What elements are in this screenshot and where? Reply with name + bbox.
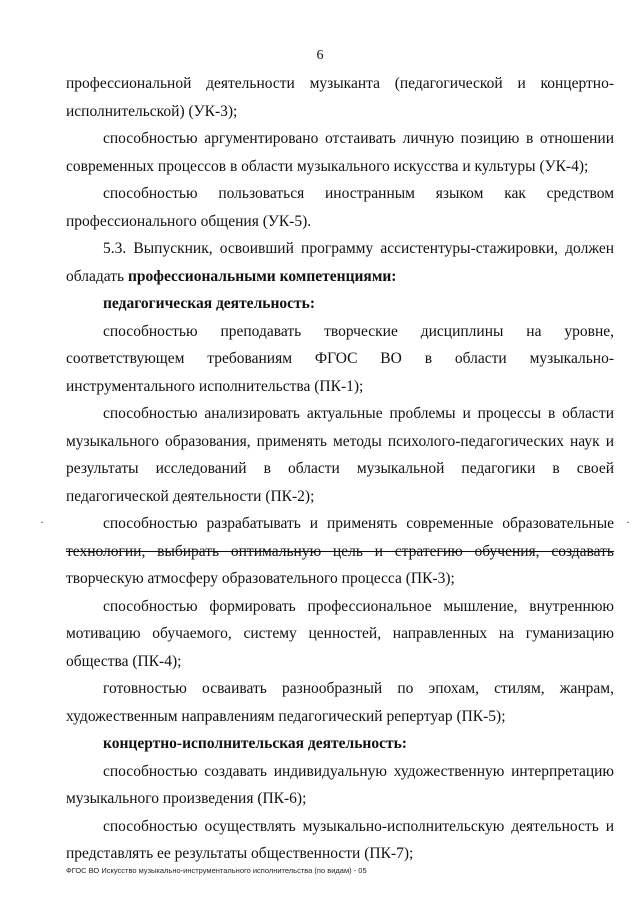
section-5-3-bold: профессиональными компетенциями:	[127, 267, 397, 285]
heading-pedagogical-activity: педагогическая деятельность:	[103, 295, 315, 312]
section-5-3-text: 5.3. Выпускник, освоивший программу ассистентуры-стажировки, должен обладать	[66, 240, 614, 285]
heading-concert-activity: концертно-исполнительская деятельность:	[103, 735, 407, 752]
paragraph-pk5: готовностью осваивать разнообразный по эпохам, стилям, жанрам, художественным направлениям педагогический репертуар (ПК-5);	[66, 680, 614, 725]
paragraph-pk3	[66, 510, 614, 593]
paragraph-pk6: способностью создавать индивидуальную художественную интерпретацию музыкального произведения (ПК-6);	[66, 762, 614, 807]
paragraph-pk4: способностью формировать профессиональное мышление, внутреннюю мотивацию обучаемого, систему ценностей, направленных на гуманизацию общества (ПК-4);	[66, 597, 614, 670]
pk3-text: способностью разрабатывать и применять современные образовательные	[103, 515, 614, 532]
paragraph-pk2: способностью анализировать актуальные проблемы и процессы в области музыкального образования, применять методы психолого-педагогических наук и результаты исследований в области музыкальной педагогики в своей педагогической деятельности (ПК-2);	[66, 405, 614, 505]
paragraph-uk5: способностью пользоваться иностранным языком как средством профессионального общения (УК-5).	[66, 185, 614, 230]
page-footer: ФГОС ВО Искусство музыкально-инструментального исполнительства (по видам) - 05	[66, 866, 367, 875]
margin-mark-left: ·	[40, 515, 44, 529]
pk3-struck-text: технологии, выбирать оптимальную цель и стратегию обучения, создавать	[66, 542, 614, 560]
page-number: 6	[316, 48, 324, 63]
paragraph-section-5-3	[66, 235, 614, 290]
paragraph-pk1: способностью преподавать творческие дисциплины на уровне, соответствующем требованиям ФГОС ВО в области музыкально-инструментального исполнительства (ПК-1);	[66, 322, 614, 395]
document-body	[66, 70, 614, 868]
paragraph-uk3: профессиональной деятельности музыканта (педагогической и концертно-исполнительской) (УК-3);	[66, 75, 614, 120]
paragraph-pk7: способностью осуществлять музыкально-исполнительскую деятельность и представлять ее результаты общественности (ПК-7);	[66, 817, 614, 862]
margin-mark-right: ·	[626, 515, 630, 529]
paragraph-uk4: способностью аргументировано отстаивать личную позицию в отношении современных процессов в области музыкального искусства и культуры (УК-4);	[66, 130, 614, 175]
pk3-rest-text: творческую атмосферу образовательного процесса (ПК-3);	[66, 570, 455, 587]
